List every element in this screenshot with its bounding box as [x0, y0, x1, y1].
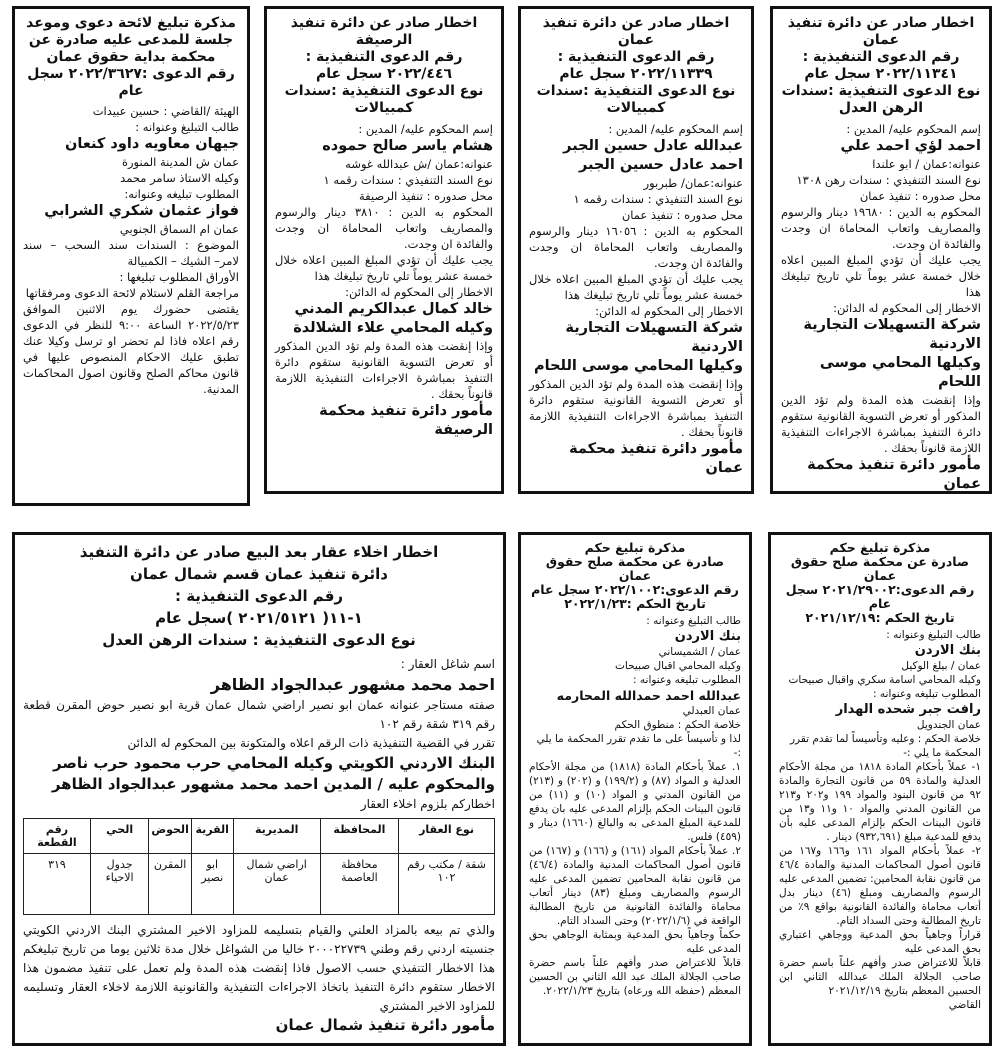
table-header: رقم القطعة — [24, 819, 91, 854]
requester-address: عمان / بيلغ الوكيل — [901, 660, 981, 672]
occupant-address: صفته مستاجر عنوانه عمان ابو نصير اراضي شمال عمان قرية ابو نصير حوض المقرن قطعة رقم ٣١٩ شقة رقم ١٠٢ — [23, 698, 495, 731]
creditor-label: الاخطار إلى المحكوم له الدائن: — [833, 301, 981, 315]
notice-execution-amman-11339 — [518, 6, 754, 494]
debtor-label: إسم المحكوم عليه/ المدين : — [608, 122, 743, 136]
table-header: الحي — [90, 819, 148, 854]
case-number: رقم الدعوى:٢٠٢٢/١٠٠٢ سجل عام — [531, 582, 739, 597]
payment-demand: يجب عليك أن تؤدي المبلغ المبين اعلاه خلال خمسة عشر يوماً تلي تاريخ تبليغك هذا — [781, 253, 981, 299]
case-number: ٢٠٢٢/١١٣٤١ سجل عام — [804, 66, 958, 82]
eviction-notice: اخطاركم بلزوم اخلاء العقار — [360, 797, 495, 811]
notice-signature: مأمور دائرة تنفيذ شمال عمان — [275, 1016, 495, 1034]
case-type: نوع الدعوى التنفيذية : سندات الرهن العدل — [102, 631, 416, 649]
case-number-label: رقم الدعوى التنفيذية : — [557, 49, 715, 65]
table-cell: اراضي شمال عمان — [233, 854, 320, 915]
property-table — [23, 818, 495, 915]
notice-signature: مأمور دائرة تنفيذ محكمة عمان — [569, 441, 743, 476]
requester-lawyer: وكيله المحامي اسامة سكري واقبال صبيحات — [788, 674, 981, 686]
ruling-item-1: ١. عملاً بأحكام المادة (١٨١٨) من مجلة الأحكام العدلية و المواد (٨٧) و (١٩٩/٢) و (٢٠٢) و (٢١٣) من القانون المدني و المواد (١٠) و (١١) من قانون البينات الحكم بإلزام المدعى عليه بان يدفع للمدعية المبلغ المدعى به والبالغ (١٦٦٠) دينار و (٤٥٩) فلس. — [529, 761, 741, 843]
table-header: نوع العقار — [399, 819, 495, 854]
case-type: نوع الدعوى التنفيذية :سندات كمبيالات — [284, 83, 484, 116]
bond-origin: محل صدوره : تنفيذ عمان — [859, 189, 981, 203]
recipient-label: المطلوب تبليغه وعنوانه : — [873, 688, 981, 700]
requester-name: جيهان معاويه داود كنعان — [65, 136, 239, 152]
department-name: دائرة تنفيذ عمان قسم شمال عمان — [130, 565, 388, 583]
notice-title: مذكرة تبليغ لائحة دعوى وموعد جلسة للمدعى عليه صادرة عن محكمة بداية حقوق عمان — [26, 15, 236, 65]
ruling-type: حكماً وجاهياً بحق المدعية وبمثابة الوجاهي بحق المدعى عليه — [529, 929, 741, 955]
case-number: رقم الدعوى:٢٠٢١/٢٩٠٠٢ سجل عام — [785, 582, 975, 611]
requester-address: عمان ش المدينة المنورة — [121, 155, 239, 169]
case-number: رقم الدعوى :٢٠٢٢/٣٦٢٧ سجل عام — [27, 66, 235, 99]
requester-lawyer: وكيله المحامي اقبال صبيحات — [615, 660, 741, 672]
notice-lawsuit-3627 — [12, 6, 250, 506]
debtor-label: إسم المحكوم عليه/ المدين : — [846, 122, 981, 136]
notice-title: اخطار صادر عن دائرة تنفيذ عمان — [542, 15, 730, 48]
subject: الموضوع : السندات سند السحب – سند لامر– الشيك – الكمبيالة — [23, 238, 239, 268]
debtor-name-2: احمد عادل حسين الجبر — [578, 157, 743, 173]
table-header: القرية — [191, 819, 233, 854]
recipient-name: رافت جبر شحده الهدار — [835, 702, 981, 717]
requester-address: عمان / الشميساني — [658, 646, 741, 658]
creditor-label: الاخطار إلى المحكوم له الدائن: — [595, 304, 743, 318]
creditor-name: خالد كمال عبدالكريم المدني — [294, 301, 493, 317]
recipient-address: عمان العبدلي — [682, 705, 741, 717]
recipient-label: المطلوب تبليغه وعنوانه : — [633, 674, 741, 686]
documents: مراجعة القلم لاستلام لائحة الدعوى ومرفقاتها — [25, 286, 239, 300]
judgment-amount: المحكوم به الدين : ١٩٦٨٠ دينار والرسوم والمصاريف واتعاب المحاماة ان وجدت والفائدة ان وجدت. — [781, 205, 981, 251]
occupant-name: احمد محمد مشهور عبدالجواد الظاهر — [210, 675, 495, 694]
judgment-amount: المحكوم به الدين : ٣٨١٠ دينار والرسوم والمصاريف واتعاب المحاماة ان وجدت والفائدة ان وجدت. — [275, 205, 493, 251]
debtor-label: إسم المحكوم عليه/ المدين : — [358, 122, 493, 136]
court-name: صادرة عن محكمة صلح حقوق عمان — [790, 554, 970, 583]
recipient-name: عبدالله احمد حمدالله المحارمه — [556, 688, 741, 703]
ruling-item-2: ٢. عملاً بأحكام المواد (١٦١) و (١٦٦) و (١٦٧) من قانون أصول المحاكمات المدنية والمادة (٤٦/٤) من قانون نقابة المحامين تضمين المدعى عليه الرسوم والمصاريف ومبلغ (٨٣) دينار أتعاب محاماة والفائدة القانونية من تاريخ المطالبة الواقعة في (٢٠٢٢/١/٦) وحتى السداد التام. — [529, 845, 741, 927]
bond-type: نوع السند التنفيذي : سندات رقمه ١ — [573, 192, 743, 206]
notice-execution-amman-11341 — [770, 6, 992, 494]
judgment-date: تاريخ الحكم :٢٠٢١/١٢/١٩ — [805, 610, 955, 625]
debtor-name: هشام ياسر صالح حموده — [322, 138, 493, 154]
creditor-name: شركة التسهيلات التجارية الاردنية — [565, 320, 743, 355]
judgment-date: تاريخ الحكم :٢٠٢٢/١/٢٣ — [564, 596, 706, 611]
creditor-name: البنك الاردني الكويتي وكيله المحامي حرب محمود حرب ناصر — [53, 754, 495, 772]
creditor-lawyer: وكيلها المحامي موسى اللحام — [534, 358, 743, 374]
table-cell: محافظة العاصمة — [320, 854, 398, 915]
table-cell: المقرن — [149, 854, 192, 915]
sale-and-eviction-details: والذي تم بيعه بالمزاد العلني والقيام بتسليمه للمزاود الاخير المشتري البنك الاردني الكويتي جنسيته اردني رقم وطني ٢٠٠٠٢٢٧٣٩ خاليا من الشواغل خلال مدة ثلاثين يوما من تاريخ تبليغكم هذا الاخطار التنفيذي حسب الاصول فاذا إنقضت هذه المدة ولم تعمل على تنفيذ مضمون هذا الاخطار ستقوم دائرة التنفيذ باتخاذ الاجراءات التنفيذية والقانونية اللازمة لاخلاء العقار وتسليمه للمزاود الاخير المشتري — [23, 923, 496, 1013]
creditor-lawyer: وكيله المحامي علاء الشلالدة — [293, 320, 493, 336]
enforcement-warning: وإذا إنقضت هذه المدة ولم تؤد الدين المذكور أو تعرض التسوية القانونية ستقوم دائرة التنفيذ بمباشرة الاجراءات التنفيذية اللازمة قانوناً بحقك . — [781, 393, 981, 455]
ruling-item-2: ٢- عملاً بأحكام المواد ١٦١ و١٦٦ و١٦٧ من قانون أصول المحاكمات المدنية والمادة ٤٦/٤ من قانون نقابة المحامين: تضمين المدعى عليه الرسوم والمصاريف ومبلغ (٤٦) دينار بدل أتعاب محاماة والفائدة القانونية بواقع ٩٪ من تاريخ المطالبة وحتى السداد التام. — [779, 845, 981, 927]
notice-title: اخطار صادر عن دائرة تنفيذ الرصيفة — [290, 15, 478, 48]
table-cell: ٣١٩ — [24, 854, 91, 915]
judgment-amount: المحكوم به الدين : ١٦٠٥٦ دينار والرسوم والمصاريف واتعاب المحاماة ان وجدت والفائدة ان وجدت. — [529, 224, 743, 270]
debtor-name: والمحكوم عليه / المدين احمد محمد مشهور عبدالجواد الظاهر — [51, 775, 495, 793]
ruling-issued: قابلاً للاعتراض صدر وأفهم علناً باسم حضرة صاحب الجلالة الملك عبد الله الثاني بن الحسين المعظم (حفظه الله ورعاه) بتاريخ ٢٠٢٢/١/٢٣. — [529, 957, 741, 997]
table-header-row — [24, 819, 495, 854]
bond-origin: محل صدوره : تنفيذ عمان — [621, 208, 743, 222]
requester-name: بنك الاردن — [914, 643, 981, 658]
payment-demand: يجب عليك أن تؤدي المبلغ المبين اعلاه خلال خمسة عشر يوماً تلي تاريخ تبليغك هذا — [529, 272, 743, 302]
case-number-label: رقم الدعوى التنفيذية : — [802, 49, 960, 65]
table-cell: ابو نصير — [191, 854, 233, 915]
debtor-name: احمد لؤي احمد علي — [840, 138, 981, 154]
notice-signature: مأمور دائرة تنفيذ محكمة عمان — [807, 457, 981, 492]
table-cell: جدول الاحياء — [90, 854, 148, 915]
notice-title: اخطار صادر عن دائرة تنفيذ عمان — [787, 15, 975, 48]
ruling-type: قراراً وجاهياً بحق المدعية ووجاهي اعتباري بحق المدعى عليه — [779, 929, 981, 955]
recipient-address: عمان الجندويل — [916, 719, 981, 731]
bond-type: نوع السند التنفيذي : سندات رهن ١٣٠٨ — [796, 173, 981, 187]
notice-signature: مأمور دائرة تنفيذ محكمة الرصيفة — [319, 403, 493, 438]
judgment-summary: خلاصة الحكم : منطوق الحكم — [614, 719, 741, 731]
occupant-label: اسم شاغل العقار : — [400, 657, 495, 671]
requester-label: طالب التبليغ وعنوانه : — [135, 120, 239, 134]
judge-signature: القاضي — [948, 999, 981, 1011]
judgment-summary: خلاصة الحكم : وعليه وتأسيساً لما تقدم تقرر المحكمة ما يلي :- — [789, 733, 981, 759]
case-number-label: رقم الدعوى التنفيذية : — [305, 49, 463, 65]
notice-title: مذكرة تبليغ حكم — [584, 540, 686, 555]
table-header: المديرية — [233, 819, 320, 854]
debtor-address: عنوانه:عمان/ طبربور — [643, 176, 743, 190]
notice-execution-rusaifa-446 — [264, 6, 504, 494]
requester-name: بنك الاردن — [674, 629, 741, 644]
requester-label: طالب التبليغ وعنوانه : — [646, 615, 741, 627]
requester-label: طالب التبليغ وعنوانه : — [886, 629, 981, 641]
panel-judge: الهيئة /القاضي : حسين عبيدات — [92, 104, 239, 118]
enforcement-warning: وإذا إنقضت هذه المدة ولم تؤد الدين المذكور أو تعرض التسوية القانونية ستقوم دائرة التنفيذ بمباشرة الاجراءات التنفيذية اللازمة قانوناً بحقك . — [275, 339, 493, 401]
court-name: صادرة عن محكمة صلح حقوق عمان — [545, 554, 725, 583]
case-number: ٢٠٢٢/٤٤٦ سجل عام — [315, 66, 453, 82]
case-number: ٢٠٢٢/١١٣٣٩ سجل عام — [559, 66, 713, 82]
notice-property-eviction — [12, 532, 506, 1046]
debtor-address: عنوانه:عمان /ش عبدالله غوشه — [345, 157, 493, 171]
table-header: المحافظة — [320, 819, 398, 854]
recipient-address: عمان ام السماق الجنوبي — [119, 222, 239, 236]
ruling-intro: لذا و تأسيساً على ما تقدم تقرر المحكمة ما يلي :- — [536, 733, 741, 759]
hearing-summons: يقتضى حضورك يوم الاثنين الموافق ٢٠٢٢/٥/٢٣ الساعة ٩:٠٠ للنظر في الدعوى رقم اعلاه فاذا لم تحضر او ترسل وكيلا عنك تطبق عليك الاحكام المنصوص عليها في قانون محاكم الصلح وقانون اصول المحاكمات المدنية. — [23, 302, 239, 396]
bond-origin: محل صدوره : تنفيذ الرصيفة — [359, 189, 493, 203]
creditor-name: شركة التسهيلات التجارية الاردنية — [803, 317, 981, 352]
payment-demand: يجب عليك أن تؤدي المبلغ المبين اعلاه خلال خمسة عشر يوماً تلي تاريخ تبليغك هذا — [275, 253, 493, 283]
recipient-name: فواز عثمان شكري الشرابي — [44, 203, 239, 219]
creditor-label: الاخطار إلى المحكوم له الدائن: — [345, 285, 493, 299]
decision-intro: تقرر في القضية التنفيذية ذات الرقم اعلاه والمتكونة بين المحكوم له الدائن — [127, 736, 495, 750]
table-header: الحوض — [149, 819, 192, 854]
bond-type: نوع السند التنفيذي : سندات رقمه ١ — [323, 173, 493, 187]
enforcement-warning: وإذا إنقضت هذه المدة ولم تؤد الدين المذكور أو تعرض التسوية القانونية ستقوم دائرة التنفيذ بمباشرة الاجراءات التنفيذية اللازمة قانوناً بحقك . — [529, 377, 743, 439]
recipient-label: المطلوب تبليغه وعنوانه: — [124, 187, 239, 201]
creditor-lawyer: وكيلها المحامي موسى اللحام — [819, 355, 981, 390]
ruling-item-1: ١- عملاً بأحكام المادة ١٨١٨ من مجلة الأحكام العدلية والمادة ٥٩ من قانون التجارة والمادة ٩٢ من قانون البنود والمواد ١٩٩ و٢٠٢ و٢١٣ من القانون المدني والمواد ١٠ و١١ و١٣ من قانون البينات الحكم بإلزام المدعى عليه بأن يدفع للمدعية مبلغ (٩٣٢,٦٩١) دينار . — [779, 761, 982, 843]
notice-title: مذكرة تبليغ حكم — [829, 540, 931, 555]
case-number: ١-١١( ٢٠٢١/٥١٢١ )سجل عام — [155, 609, 363, 627]
case-number-label: رقم الدعوى التنفيذية : — [174, 587, 344, 605]
case-type: نوع الدعوى التنفيذية :سندات كمبيالات — [536, 83, 736, 116]
debtor-name: عبدالله عادل حسين الجبر — [563, 138, 743, 154]
notice-title: اخطار اخلاء عقار بعد البيع صادر عن دائرة التنفيذ — [79, 543, 439, 561]
case-type: نوع الدعوى التنفيذية :سندات الرهن العدل — [781, 83, 981, 116]
requester-lawyer: وكيله الاستاذ سامر محمد — [120, 171, 239, 185]
notice-judgment-29002 — [768, 532, 992, 1046]
notice-judgment-1002 — [518, 532, 752, 1046]
debtor-address: عنوانه:عمان / ابو علندا — [872, 157, 981, 171]
table-cell: شقة / مكتب رقم ١٠٢ — [399, 854, 495, 915]
table-row — [24, 854, 495, 915]
ruling-issued: قابلاً للاعتراض صدر وأفهم علناً باسم حضرة صاحب الجلالة الملك عبدالله الثاني ابن الحسين المعظم بتاريخ ٢٠٢١/١٢/١٩ — [779, 957, 981, 997]
documents-label: الأوراق المطلوب تبليغها : — [119, 270, 239, 284]
